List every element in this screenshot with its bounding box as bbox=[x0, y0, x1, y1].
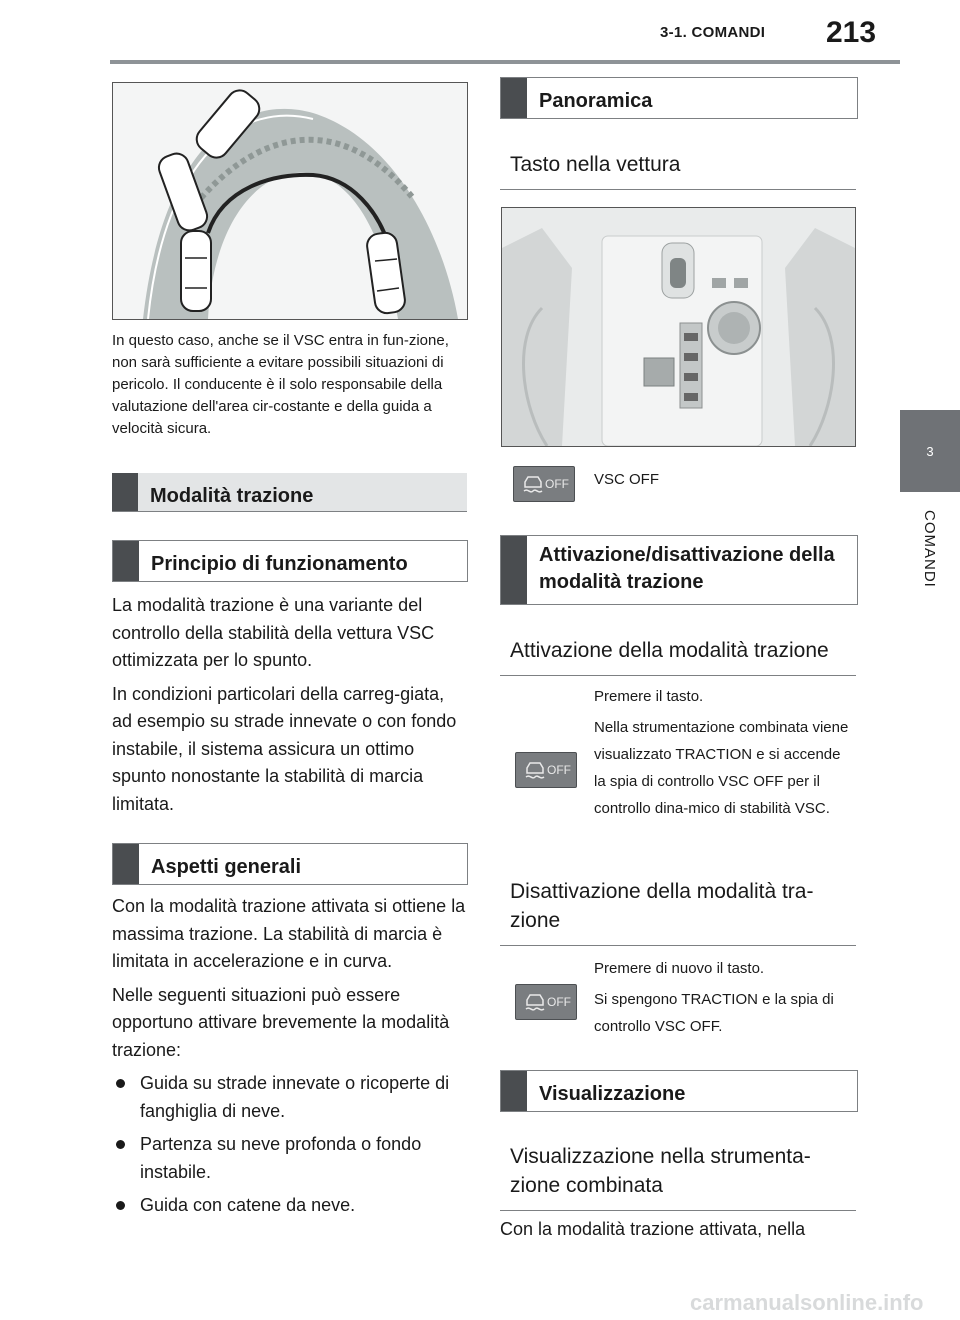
heading-text: Attivazione/disattivazione della modalità trazione bbox=[539, 544, 835, 593]
disattivazione-body bbox=[594, 955, 856, 1040]
paragraph: Premere il tasto. bbox=[594, 688, 704, 705]
vsc-off-button-icon bbox=[515, 984, 577, 1020]
subheading-tasto: Tasto nella vettura bbox=[500, 150, 856, 190]
heading-bar bbox=[501, 536, 527, 604]
vsc-off-button-icon bbox=[515, 752, 577, 788]
heading-bar bbox=[113, 844, 139, 884]
attivazione-body bbox=[594, 683, 856, 822]
heading-bar bbox=[501, 78, 527, 118]
vsc-car-skid-icon bbox=[522, 758, 548, 784]
heading-text: Visualizzazione bbox=[539, 1083, 686, 1105]
paragraph: Con la modalità trazione attivata si ottiene la massima trazione. La stabilità di marcia è limitata in accelerazione e in curva. bbox=[112, 896, 466, 971]
button-label: OFF bbox=[545, 477, 569, 491]
heading-panoramica bbox=[500, 77, 858, 119]
bullet-list bbox=[112, 1070, 468, 1220]
list-item: Guida su strade innevate o ricoperte di fanghiglia di neve. bbox=[112, 1070, 468, 1125]
button-label: OFF bbox=[547, 763, 571, 777]
list-item: Partenza su neve profonda o fondo instabile. bbox=[112, 1131, 468, 1186]
aspetti-body bbox=[112, 893, 468, 1226]
header-rule bbox=[110, 60, 900, 64]
heading-text: Aspetti generali bbox=[151, 856, 302, 878]
vsc-car-skid-icon bbox=[520, 472, 546, 498]
paragraph: La modalità trazione è una variante del controllo della stabilità della vettura VSC ottimizzata per lo spunto. bbox=[112, 595, 435, 670]
curve-illustration bbox=[112, 82, 468, 320]
paragraph: In condizioni particolari della carreg-giata, ad esempio su strade innevate o con fondo instabile, il sistema assicura un ottimo spunto nonostante la stabilità di marcia limitata. bbox=[112, 683, 457, 814]
list-item: Guida con catene da neve. bbox=[112, 1192, 468, 1220]
button-label: OFF bbox=[547, 995, 571, 1009]
heading-principio bbox=[112, 540, 468, 582]
paragraph: Nelle seguenti situazioni può essere opportuno attivare brevemente la modalità trazione: bbox=[112, 984, 450, 1060]
subheading-disattivazione: Disattivazione della modalità tra-zione bbox=[500, 877, 856, 946]
illustration-caption: In questo caso, anche se il VSC entra in fun-zione, non sarà sufficiente a evitare possibili situazioni di pericolo. Il conducente è il solo responsabile della valutazione dell'area cir-costante e della guida a velocità sicura. bbox=[112, 332, 449, 437]
watermark: carmanualsonline.info bbox=[690, 1290, 924, 1315]
page-number: 213 bbox=[826, 16, 877, 49]
subheading-attivazione: Attivazione della modalità trazione bbox=[500, 636, 856, 676]
principio-body bbox=[112, 592, 468, 824]
visualizzazione-body: Con la modalità trazione attivata, nella bbox=[500, 1219, 806, 1239]
heading-text: Modalità trazione bbox=[150, 485, 314, 507]
center-console-photo bbox=[501, 207, 856, 447]
heading-visualizzazione bbox=[500, 1070, 858, 1112]
chapter-tab bbox=[900, 410, 960, 492]
vsc-off-label: VSC OFF bbox=[594, 471, 660, 488]
heading-bar bbox=[501, 1071, 527, 1111]
heading-aspetti-generali bbox=[112, 843, 468, 885]
heading-text: Panoramica bbox=[539, 90, 653, 112]
paragraph: Premere di nuovo il tasto. bbox=[594, 960, 765, 977]
console-drawing bbox=[502, 208, 855, 446]
heading-bar bbox=[112, 473, 138, 511]
paragraph: Si spengono TRACTION e la spia di controllo VSC OFF. bbox=[594, 991, 834, 1035]
heading-attivazione bbox=[500, 535, 858, 605]
heading-modalita-trazione bbox=[112, 473, 467, 512]
subheading-visualizzazione: Visualizzazione nella strumenta-zione combinata bbox=[500, 1142, 856, 1211]
running-header: 3-1. COMANDI bbox=[660, 24, 766, 41]
paragraph: Nella strumentazione combinata viene visualizzato TRACTION e si accende la spia di controllo VSC OFF per il controllo dina-mico di stabilità VSC. bbox=[594, 719, 849, 817]
heading-bar bbox=[113, 541, 139, 581]
vsc-off-button-icon bbox=[513, 466, 575, 502]
heading-text: Principio di funzionamento bbox=[151, 553, 408, 575]
curve-drawing bbox=[113, 83, 467, 319]
chapter-label: COMANDI bbox=[921, 510, 938, 588]
chapter-number: 3 bbox=[926, 443, 934, 459]
vsc-car-skid-icon bbox=[522, 990, 548, 1016]
